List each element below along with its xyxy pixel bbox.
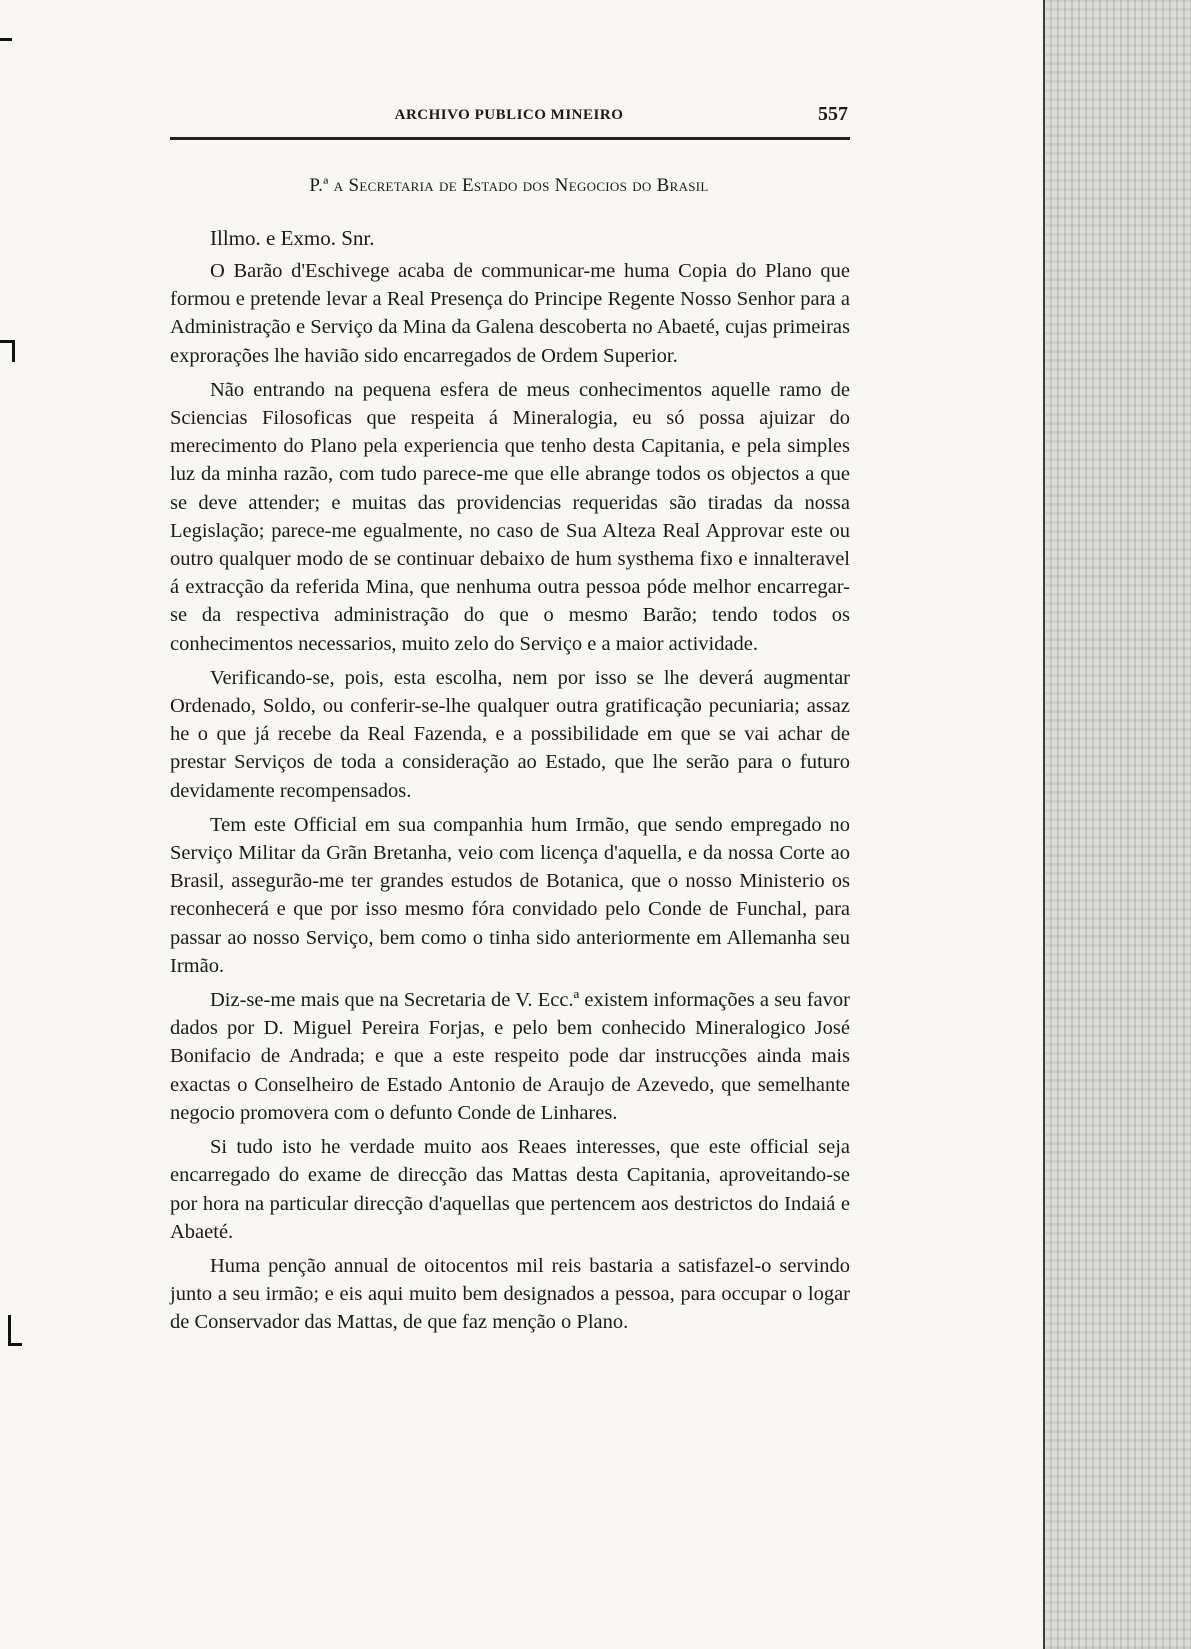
paragraph: Diz-se-me mais que na Secretaria de V. Ecc.ª existem informações a seu favor dados por D. Miguel Pereira Forjas, e pelo bem conhecido Mineralogico José Bonifacio de Andrada; e que a este respeito pode dar instrucções ainda mais exactas o Conselheiro de Estado Antonio de Araujo de Azevedo, que semelhante negocio promovera com o defunto Conde de Linhares. — [170, 989, 850, 1124]
page-number: 557 — [818, 103, 848, 125]
letter-heading: P.ª a Secretaria de Estado dos Negocios do Brasil — [309, 175, 709, 196]
paragraph: Não entrando na pequena esfera de meus conhecimentos aquelle ramo de Sciencias Filosoficas que respeita á Mineralogia, eu só possa ajuizar do merecimento do Plano pela experiencia que tenho desta Capitania, e pela simples luz da minha razão, com tudo parece-me que elle abrange todos os objectos a que se deve attender; e muitas das providencias requeridas são tiradas da nossa Legislação; parece-me egualmente, no caso de Sua Alteza Real Approvar este ou outro qualquer modo de se continuar debaixo de hum systhema fixo e innalteravel á extracção da referida Mina, que nenhuma outra pessoa póde melhor encarregar-se da respectiva administração do que o mesmo Barão; tendo todos os conhecimentos necessarios, muito zelo do Serviço e a maior actividade. — [170, 378, 850, 655]
paragraph: Huma penção annual de oitocentos mil reis bastaria a satisfazel-o servindo junto a seu irmão; e eis aqui muito bem designados a pessoa, para occupar o logar de Conservador das Mattas, de que faz menção o Plano. — [170, 1254, 850, 1334]
paragraph: Si tudo isto he verdade muito aos Reaes interesses, que este official seja encarregado do exame de direcção das Mattas desta Capitania, aproveitando-se por hora na particular direcção d'aquellas que pertencem aos destrictos do Indaiá e Abaeté. — [170, 1136, 850, 1243]
scan-mark — [0, 38, 12, 41]
running-head-title: ARCHIVO PUBLICO MINEIRO — [394, 107, 624, 123]
scan-mark — [8, 1315, 11, 1345]
scan-mark — [8, 1343, 22, 1346]
adjacent-page-edge — [1043, 0, 1191, 1649]
paragraph: O Barão d'Eschivege acaba de communicar-me huma Copia do Plano que formou e pretende levar a Real Presença do Principe Regente Nosso Senhor para a Administração e Serviço da Mina da Galena descoberta no Abaeté, cujas primeiras exprorações lhe havião sido encarregados de Ordem Superior. — [170, 260, 850, 367]
paragraph: Tem este Official em sua companhia hum Irmão, que sendo empregado no Serviço Militar da Grãn Bretanha, veio com licença d'aquella, e da nossa Corte ao Brasil, assegurão-me ter grandes estudos de Botanica, que o nosso Ministerio os reconhecerá e que por isso mesmo fóra convidado pelo Conde de Funchal, para passar ao nosso Serviço, bem como o tinha sido anteriormente em Allemanha seu Irmão. — [170, 813, 850, 977]
salutation: Illmo. e Exmo. Snr. — [210, 226, 375, 250]
paragraph: Verificando-se, pois, esta escolha, nem por isso se lhe deverá augmentar Ordenado, Soldo, ou conferir-se-lhe qualquer outra gratificação pecuniaria; assaz he o que já recebe da Real Fazenda, e a possibilidade em que se vai achar de prestar Serviços de toda a consideração ao Estado, que lhe serão para o futuro devidamente recompensados. — [170, 666, 850, 802]
scan-mark — [12, 340, 15, 362]
letter-body — [170, 257, 850, 1343]
page-gutter-line — [1043, 0, 1045, 1649]
running-head — [170, 97, 848, 131]
header-rule — [170, 137, 850, 140]
